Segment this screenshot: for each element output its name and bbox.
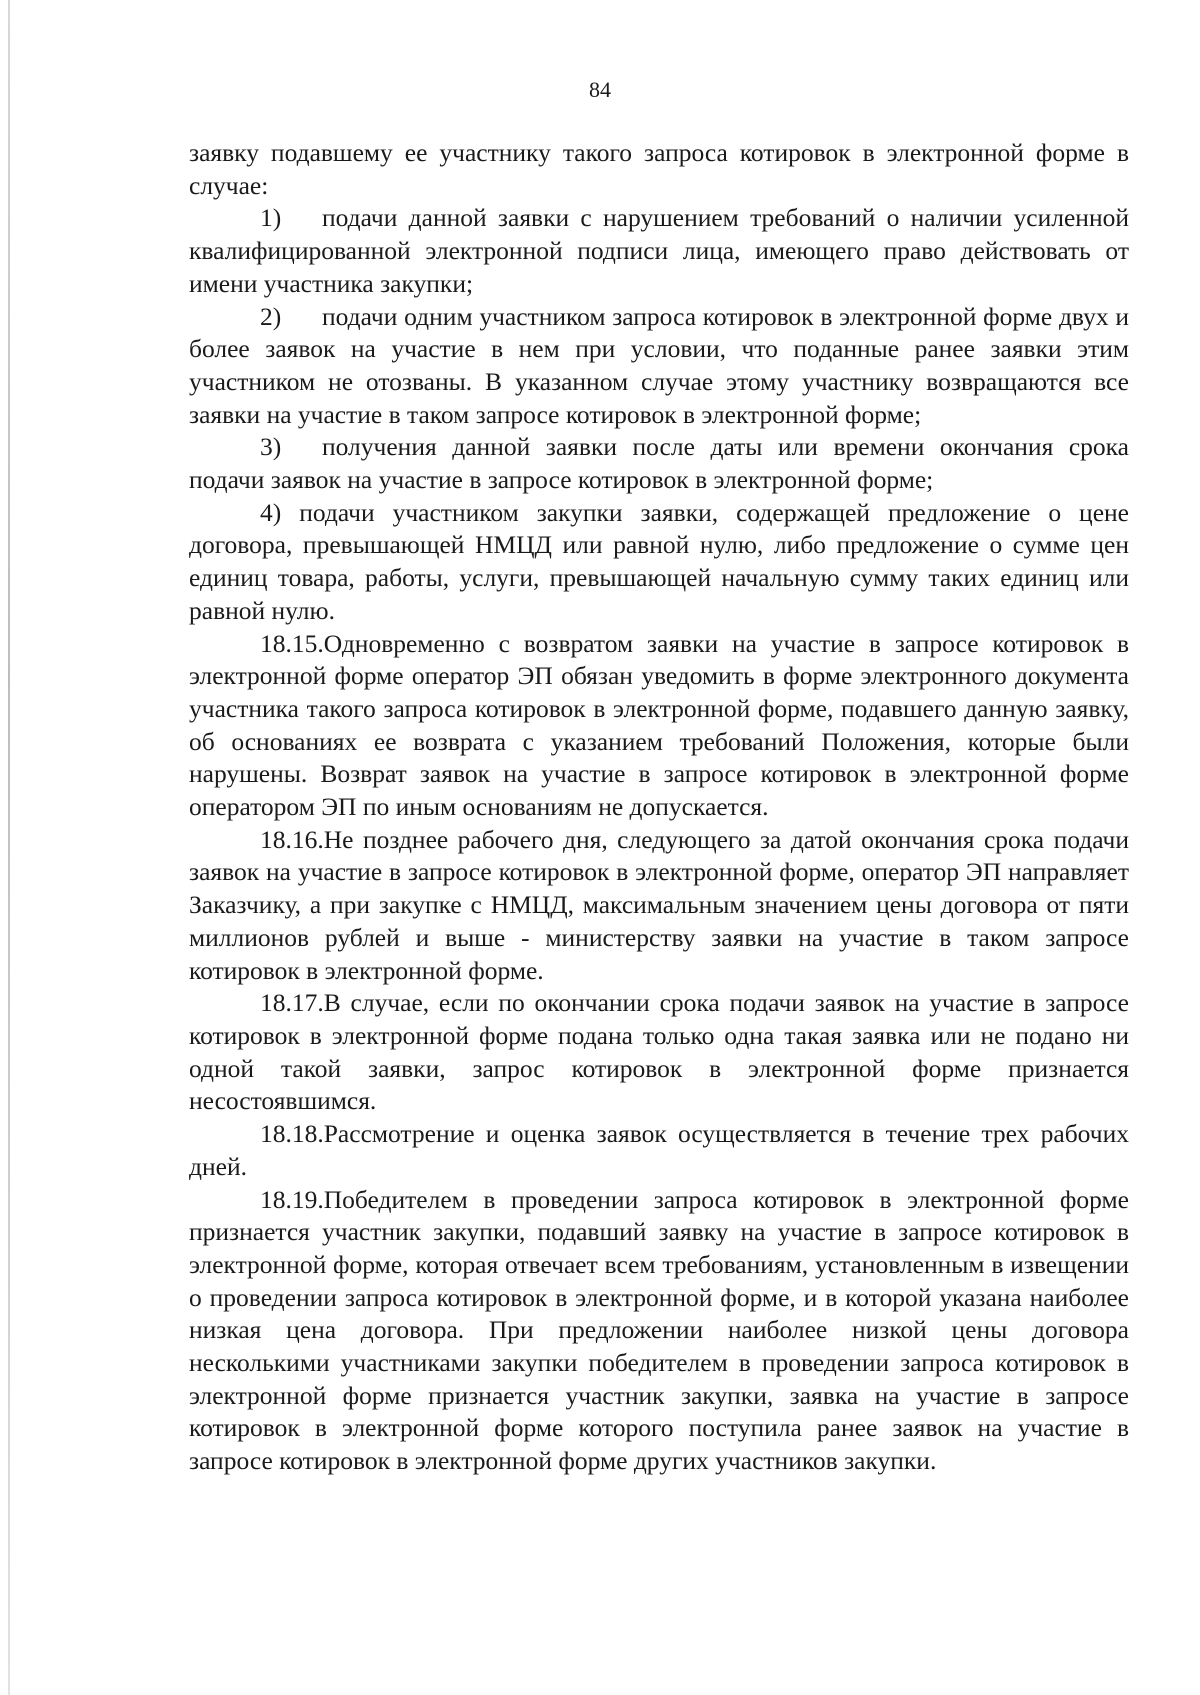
list-item-3 [189,431,1129,496]
list-item-1 [189,202,1129,300]
clause-text: 18.16.Не позднее рабочего дня, следующего за датой окончания срока подачи заявок на участие в запросе котировок в электронной форме, оператор ЭП направляет Заказчику, а при закупке с НМЦД, максимальным значением цены договора от пяти миллионов рублей и выше - министерству заявки на участие в таком запросе котировок в электронной форме. [189,824,1129,985]
list-item-number: 1) [260,203,282,233]
list-item-number: 3) [260,432,282,462]
page-number: 84 [589,77,611,102]
list-item-text: 4) подачи участником закупки заявки, содержащей предложение о цене договора, превышающей НМЦД или равной нулю, либо предложение о сумме цен единиц товара, работы, услуги, превышающей начальную сумму таких единиц или равной нулю. [189,497,1129,625]
clause-18-18 [189,1118,1129,1183]
clause-text: 18.18.Рассмотрение и оценка заявок осуществляется в течение трех рабочих дней. [189,1119,1129,1181]
clause-18-16 [189,824,1129,988]
list-item-4 [189,497,1129,628]
clause-18-15 [189,628,1129,824]
scan-edge-line [8,0,10,1695]
list-item-text: подачи данной заявки с нарушением требований о наличии усиленной квалифицированной электронной подписи лица, имеющего право действовать от имени участника закупки; [189,203,1129,298]
list-item-text: получения данной заявки после даты или времени окончания срока подачи заявок на участие в запросе котировок в электронной форме; [189,432,1129,495]
clause-text: 18.15.Одновременно с возвратом заявки на участие в запросе котировок в электронной форме оператор ЭП обязан уведомить в форме электронного документа участника такого запроса котировок в электронной форме, подавшего данную заявку, об основаниях ее возврата с указанием требований Положения, которые были нарушены. Возврат заявок на участие в запросе котировок в электронной форме оператором ЭП по иным основаниям не допускается. [189,628,1129,822]
paragraph-text: заявку подавшему ее участнику такого запроса котировок в электронной форме в случае: [189,138,1129,200]
list-item-2 [189,301,1129,432]
clause-text: 18.17.В случае, если по окончании срока подачи заявок на участие в запросе котировок в электронной форме подана только одна такая заявка или не подано ни одной такой заявки, запрос котировок в электронной форме признается несостоявшимся. [189,988,1129,1116]
paragraph-intro [189,137,1129,202]
clause-text: 18.19.Победителем в проведении запроса котировок в электронной форме признается участник закупки, подавший заявку на участие в запросе котировок в электронной форме, которая отвечает всем требованиям, установленным в извещении о проведении запроса котировок в электронной форме, и в которой указана наиболее низкая цена договора. При предложении наиболее низкой цены договора несколькими участниками закупки победителем в проведении запроса котировок в электронной форме признается участник закупки, заявка на участие в запросе котировок в электронной форме которого поступила ранее заявок на участие в запросе котировок в электронной форме других участников закупки. [189,1184,1129,1476]
clause-18-19 [189,1184,1129,1478]
list-item-text: подачи одним участником запроса котировок в электронной форме двух и более заявок на участие в нем при условии, что поданные ранее заявки этим участником не отозваны. В указанном случае этому участнику возвращаются все заявки на участие в таком запросе котировок в электронной форме; [189,301,1129,429]
clause-18-17 [189,987,1129,1118]
list-item-number: 2) [260,301,282,331]
document-body [189,137,1129,1478]
